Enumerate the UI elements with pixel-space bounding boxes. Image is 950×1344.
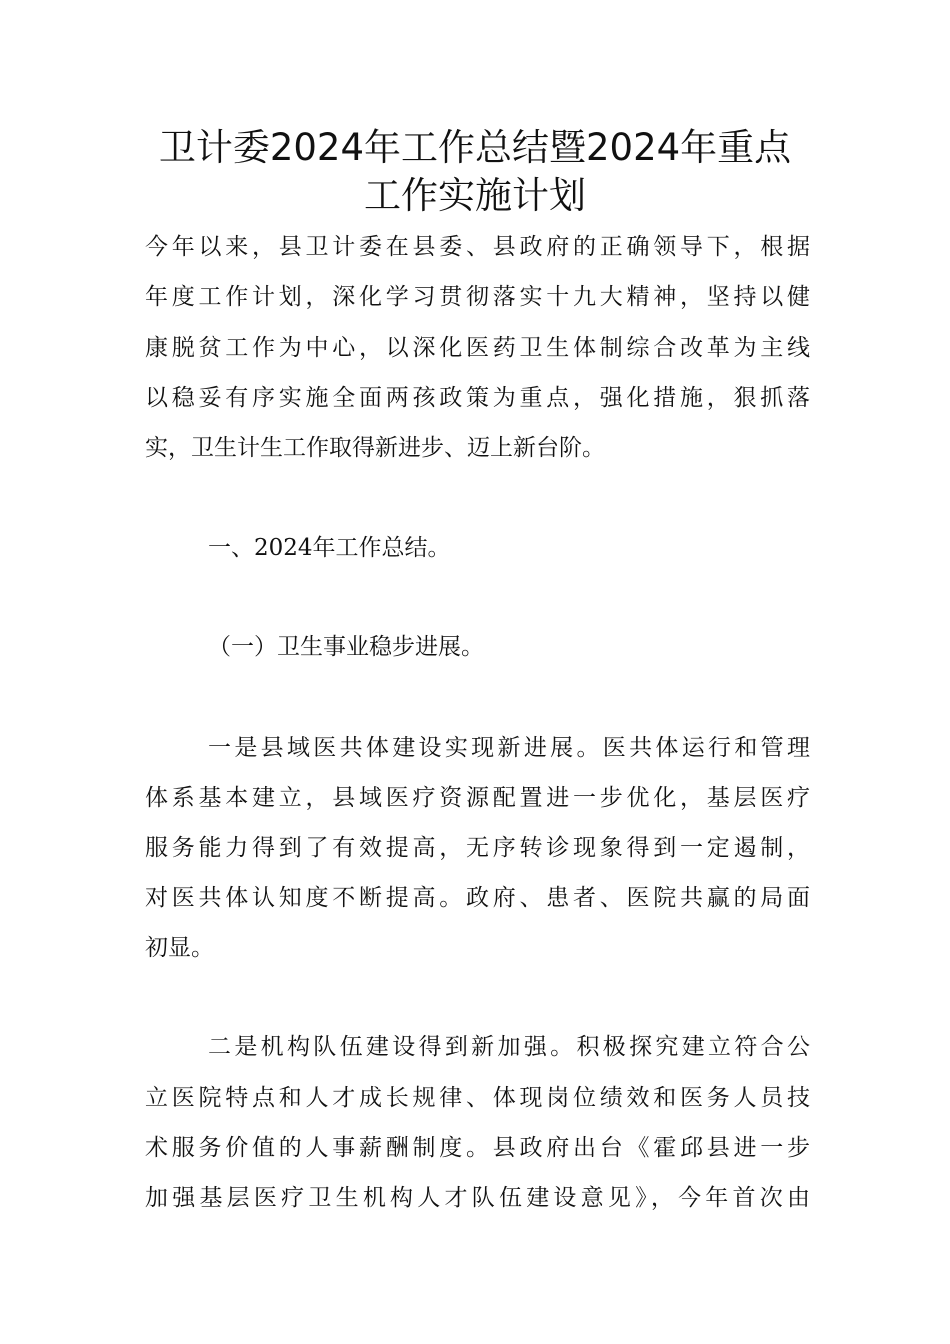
intro-line: 康脱贫工作为中心，以深化医药卫生体制综合改革为主线 [145, 335, 810, 361]
intro-line: 实，卫生计生工作取得新进步、迈上新台阶。 [145, 435, 605, 461]
paragraph-line: 立医院特点和人才成长规律、体现岗位绩效和医务人员技 [145, 1085, 810, 1111]
intro-line: 以稳妥有序实施全面两孩政策为重点，强化措施，狠抓落 [145, 385, 810, 411]
subsection-heading-1: （一）卫生事业稳步进展。 [208, 634, 484, 660]
paragraph-line: 体系基本建立，县域医疗资源配置进一步优化，基层医疗 [145, 785, 810, 811]
paragraph-line: 初显。 [145, 935, 214, 961]
paragraph-line: 加强基层医疗卫生机构人才队伍建设意见》，今年首次由 [145, 1185, 810, 1211]
paragraph-line: 二是机构队伍建设得到新加强。积极探究建立符合公 [208, 1034, 810, 1060]
intro-line: 年度工作计划，深化学习贯彻落实十九大精神，坚持以健 [145, 284, 810, 310]
document-title-line-2: 工作实施计划 [364, 174, 586, 217]
section-heading-1: 一、2024年工作总结。 [208, 535, 451, 561]
paragraph-line: 对医共体认知度不断提高。政府、患者、医院共赢的局面 [145, 885, 810, 911]
paragraph-line: 一是县域医共体建设实现新进展。医共体运行和管理 [208, 735, 810, 761]
paragraph-line: 服务能力得到了有效提高，无序转诊现象得到一定遏制， [145, 835, 810, 861]
paragraph-line: 术服务价值的人事薪酬制度。县政府出台《霍邱县进一步 [145, 1135, 810, 1161]
intro-line: 今年以来，县卫计委在县委、县政府的正确领导下，根据 [145, 234, 810, 260]
document-title-line-1: 卫计委2024年工作总结暨2024年重点 [158, 126, 792, 169]
